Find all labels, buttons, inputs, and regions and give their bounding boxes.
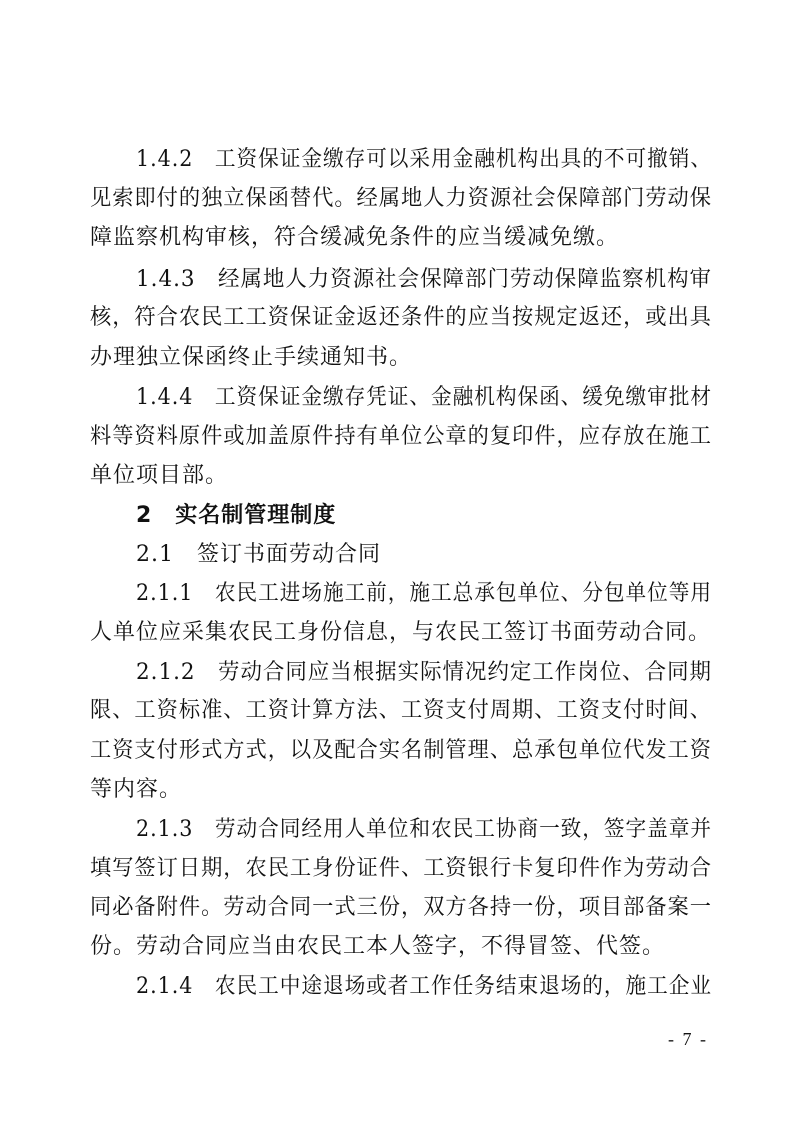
text-line-19: 填写签订日期，农民工身份证件、工资银行卡复印件作为劳动合 [90,856,712,881]
text-line-3: 障监察机构审核，符合缓减免条件的应当缓减免缴。 [90,225,620,250]
text-line-18: 2.1.3 劳动合同经用人单位和农民工协商一致，签字盖章并 [136,817,712,842]
text-line-7: 1.4.4 工资保证金缴存凭证、金融机构保函、缓免缴审批材 [136,385,712,410]
text-line-6: 办理独立保函终止手续通知书。 [90,345,413,370]
text-line-16: 工资支付形式方式，以及配合实名制管理、总承包单位代发工资 [90,738,712,763]
text-line-14: 2.1.2 劳动合同应当根据实际情况约定工作岗位、合同期 [136,660,713,685]
text-line-17: 等内容。 [90,777,183,802]
text-line-9: 单位项目部。 [90,463,229,488]
text-line-15: 限、工资标准、工资计算方法、工资支付周期、工资支付时间、 [90,698,712,723]
text-line-4: 1.4.3 经属地人力资源社会保障部门劳动保障监察机构审 [136,267,713,292]
text-line-2: 见索即付的独立保函替代。经属地人力资源社会保障部门劳动保 [90,186,712,211]
text-line-13: 人单位应采集农民工身份信息，与农民工签订书面劳动合同。 [90,620,712,645]
text-line-5: 核，符合农民工工资保证金返还条件的应当按规定返还，或出具 [90,305,712,330]
text-line-1: 1.4.2 工资保证金缴存可以采用金融机构出具的不可撤销、 [136,147,712,172]
subsection-heading: 2.1 签订书面劳动合同 [136,542,381,567]
text-line-8: 料等资料原件或加盖原件持有单位公章的复印件，应存放在施工 [90,424,712,449]
text-line-21: 份。劳动合同应当由农民工本人签字，不得冒签、代签。 [90,934,666,959]
text-line-12: 2.1.1 农民工进场施工前，施工总承包单位、分包单位等用 [136,581,712,606]
page-number: - 7 - [668,1029,708,1049]
section-heading: 2 实名制管理制度 [136,503,337,528]
text-line-22: 2.1.4 农民工中途退场或者工作任务结束退场的，施工企业 [136,974,712,999]
text-line-20: 同必备附件。劳动合同一式三份，双方各持一份，项目部备案一 [90,895,712,920]
